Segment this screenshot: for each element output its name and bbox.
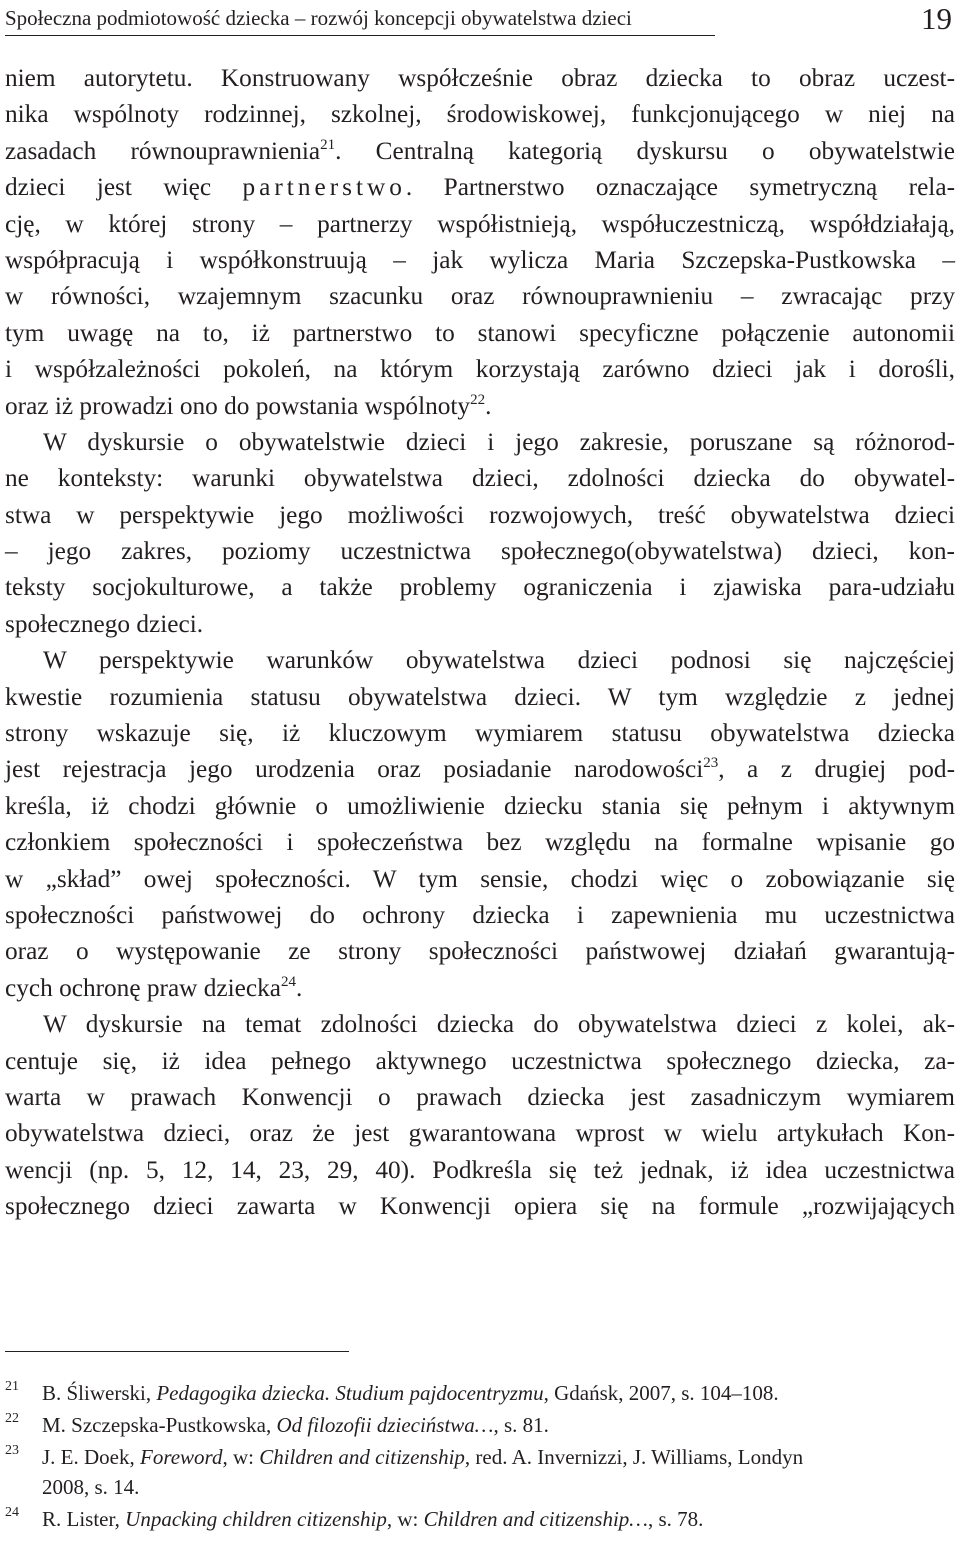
text-line: strony wskazuje się, iż kluczowym wymiarem statusu obywatelstwa dziecka [5,719,955,748]
footnote-number: 22 [5,1411,19,1426]
text-line: współpracują i współkonstruują – jak wylicza Maria Szczepska-Pustkowska – [5,245,955,274]
paragraph [5,642,955,1006]
text-line: kwestie rozumienia statusu obywatelstwa dzieci. W tym względzie z jednej [5,682,955,711]
footnote-ref[interactable]: 22 [470,391,486,408]
text-line: W perspektywie warunków obywatelstwa dzieci podnosi się najczęściej [43,646,955,675]
text-line: społecznego dzieci zawarta w Konwencji opiera się na formule „rozwijających [5,1192,955,1221]
footnote-ref[interactable]: 21 [320,136,336,153]
text-line: warta w prawach Konwencji o prawach dziecka jest zasadniczym wymiarem [5,1082,955,1111]
footnote-number: 21 [5,1379,19,1394]
text-line: członkiem społeczności i społeczeństwa bez względu na formalne wpisanie go [5,828,955,857]
footnote-text: R. Lister, Unpacking children citizenship, w: Children and citizenship…, s. 78. [42,1507,704,1531]
text-line: oraz iż prowadzi ono do powstania wspólnoty$^{22}$. [5,391,492,420]
footnote-ref[interactable]: 23 [703,755,719,772]
footnote-item [5,1442,955,1502]
paragraph [5,60,955,424]
footnote-item [5,1410,955,1440]
text-line: centuje się, iż idea pełnego aktywnego uczestnictwa społecznego dziecka, za- [5,1046,955,1075]
text-line: cych ochronę praw dziecka$^{24}$. [5,973,303,1002]
text-line: dzieci jest więc partnerstwo. Partnerstwo oznaczające symetryczną rela- [5,173,955,202]
text-line: zasadach równouprawnienia$^{21}$. Centralną kategorią dyskursu o obywatelstwie [5,136,955,165]
text-line: jest rejestracja jego urodzenia oraz posiadanie narodowości$^{23}$, a z drugiej pod- [5,755,955,784]
text-line: i współzależności pokoleń, na którym korzystają zarówno dzieci jak i dorośli, [5,355,955,384]
text-line: ne konteksty: warunki obywatelstwa dzieci, zdolności dziecka do obywatel- [5,464,955,493]
text-line: w równości, wzajemnym szacunku oraz równouprawnieniu – zwracając przy [5,282,955,311]
text-line: społecznego dzieci. [5,609,204,638]
text-line: teksty socjokulturowe, a także problemy ograniczenia i zjawiska para-udziału [5,573,955,602]
footnote-number: 24 [5,1505,19,1520]
emphasis-spaced: partnerstwo [242,173,406,202]
paragraph [5,1006,955,1224]
footnote-text: B. Śliwerski, Pedagogika dziecka. Studium pajdocentryzmu, Gdańsk, 2007, s. 104–108. [42,1381,779,1405]
text-line: – jego zakres, poziomy uczestnictwa społecznego(obywatelstwa) dzieci, kon- [5,537,955,566]
footnote-item [5,1378,955,1408]
footnotes [5,1378,955,1536]
running-header: Społeczna podmiotowość dziecka – rozwój koncepcji obywatelstwa dzieci [5,6,715,36]
text-line: W dyskursie na temat zdolności dziecka do obywatelstwa dzieci z kolei, ak- [43,1010,955,1039]
text-line: kreśla, iż chodzi głównie o umożliwienie dziecku stania się pełnym i aktywnym [5,791,955,820]
text-line: obywatelstwa dzieci, oraz że jest gwarantowana wprost w wielu artykułach Kon- [5,1119,955,1148]
footnote-item [5,1504,955,1534]
text-line: wencji (np. 5, 12, 14, 23, 29, 40). Podkreśla się też jednak, iż idea uczestnictwa [5,1155,955,1184]
text-line: oraz o występowanie ze strony społeczności państwowej działań gwarantują- [5,937,955,966]
footnote-text: 2008, s. 14. [42,1475,140,1499]
text-line: W dyskursie o obywatelstwie dzieci i jego zakresie, poruszane są różnorod- [43,427,955,456]
paragraph [5,424,955,642]
footnote-text: M. Szczepska-Pustkowska, Od filozofii dzieciństwa…, s. 81. [42,1413,549,1437]
text-line: nika wspólnoty rodzinnej, szkolnej, środowiskowej, funkcjonującego w niej na [5,100,955,129]
footnote-separator [5,1351,349,1352]
text-line: tym uwagę na to, iż partnerstwo to stanowi specyficzne połączenie autonomii [5,318,955,347]
text-line: stwa w perspektywie jego możliwości rozwojowych, treść obywatelstwa dzieci [5,500,955,529]
text-line: społeczności państwowej do ochrony dziecka i zapewnienia mu uczestnictwa [5,900,955,929]
footnote-number: 23 [5,1443,19,1458]
text-line: niem autorytetu. Konstruowany współcześnie obraz dziecka to obraz uczest- [5,64,955,92]
text-line: w „skład” owej społeczności. W tym sensie, chodzi więc o zobowiązanie się [5,864,955,893]
page-number: 19 [921,1,952,36]
body-text [5,60,955,1225]
text-line: cję, w której strony – partnerzy współistnieją, współuczestniczą, współdziałają, [5,209,955,238]
footnote-ref[interactable]: 24 [281,973,297,990]
footnote-text: J. E. Doek, Foreword, w: Children and citizenship, red. A. Invernizzi, J. Williams, Londyn [42,1445,804,1469]
